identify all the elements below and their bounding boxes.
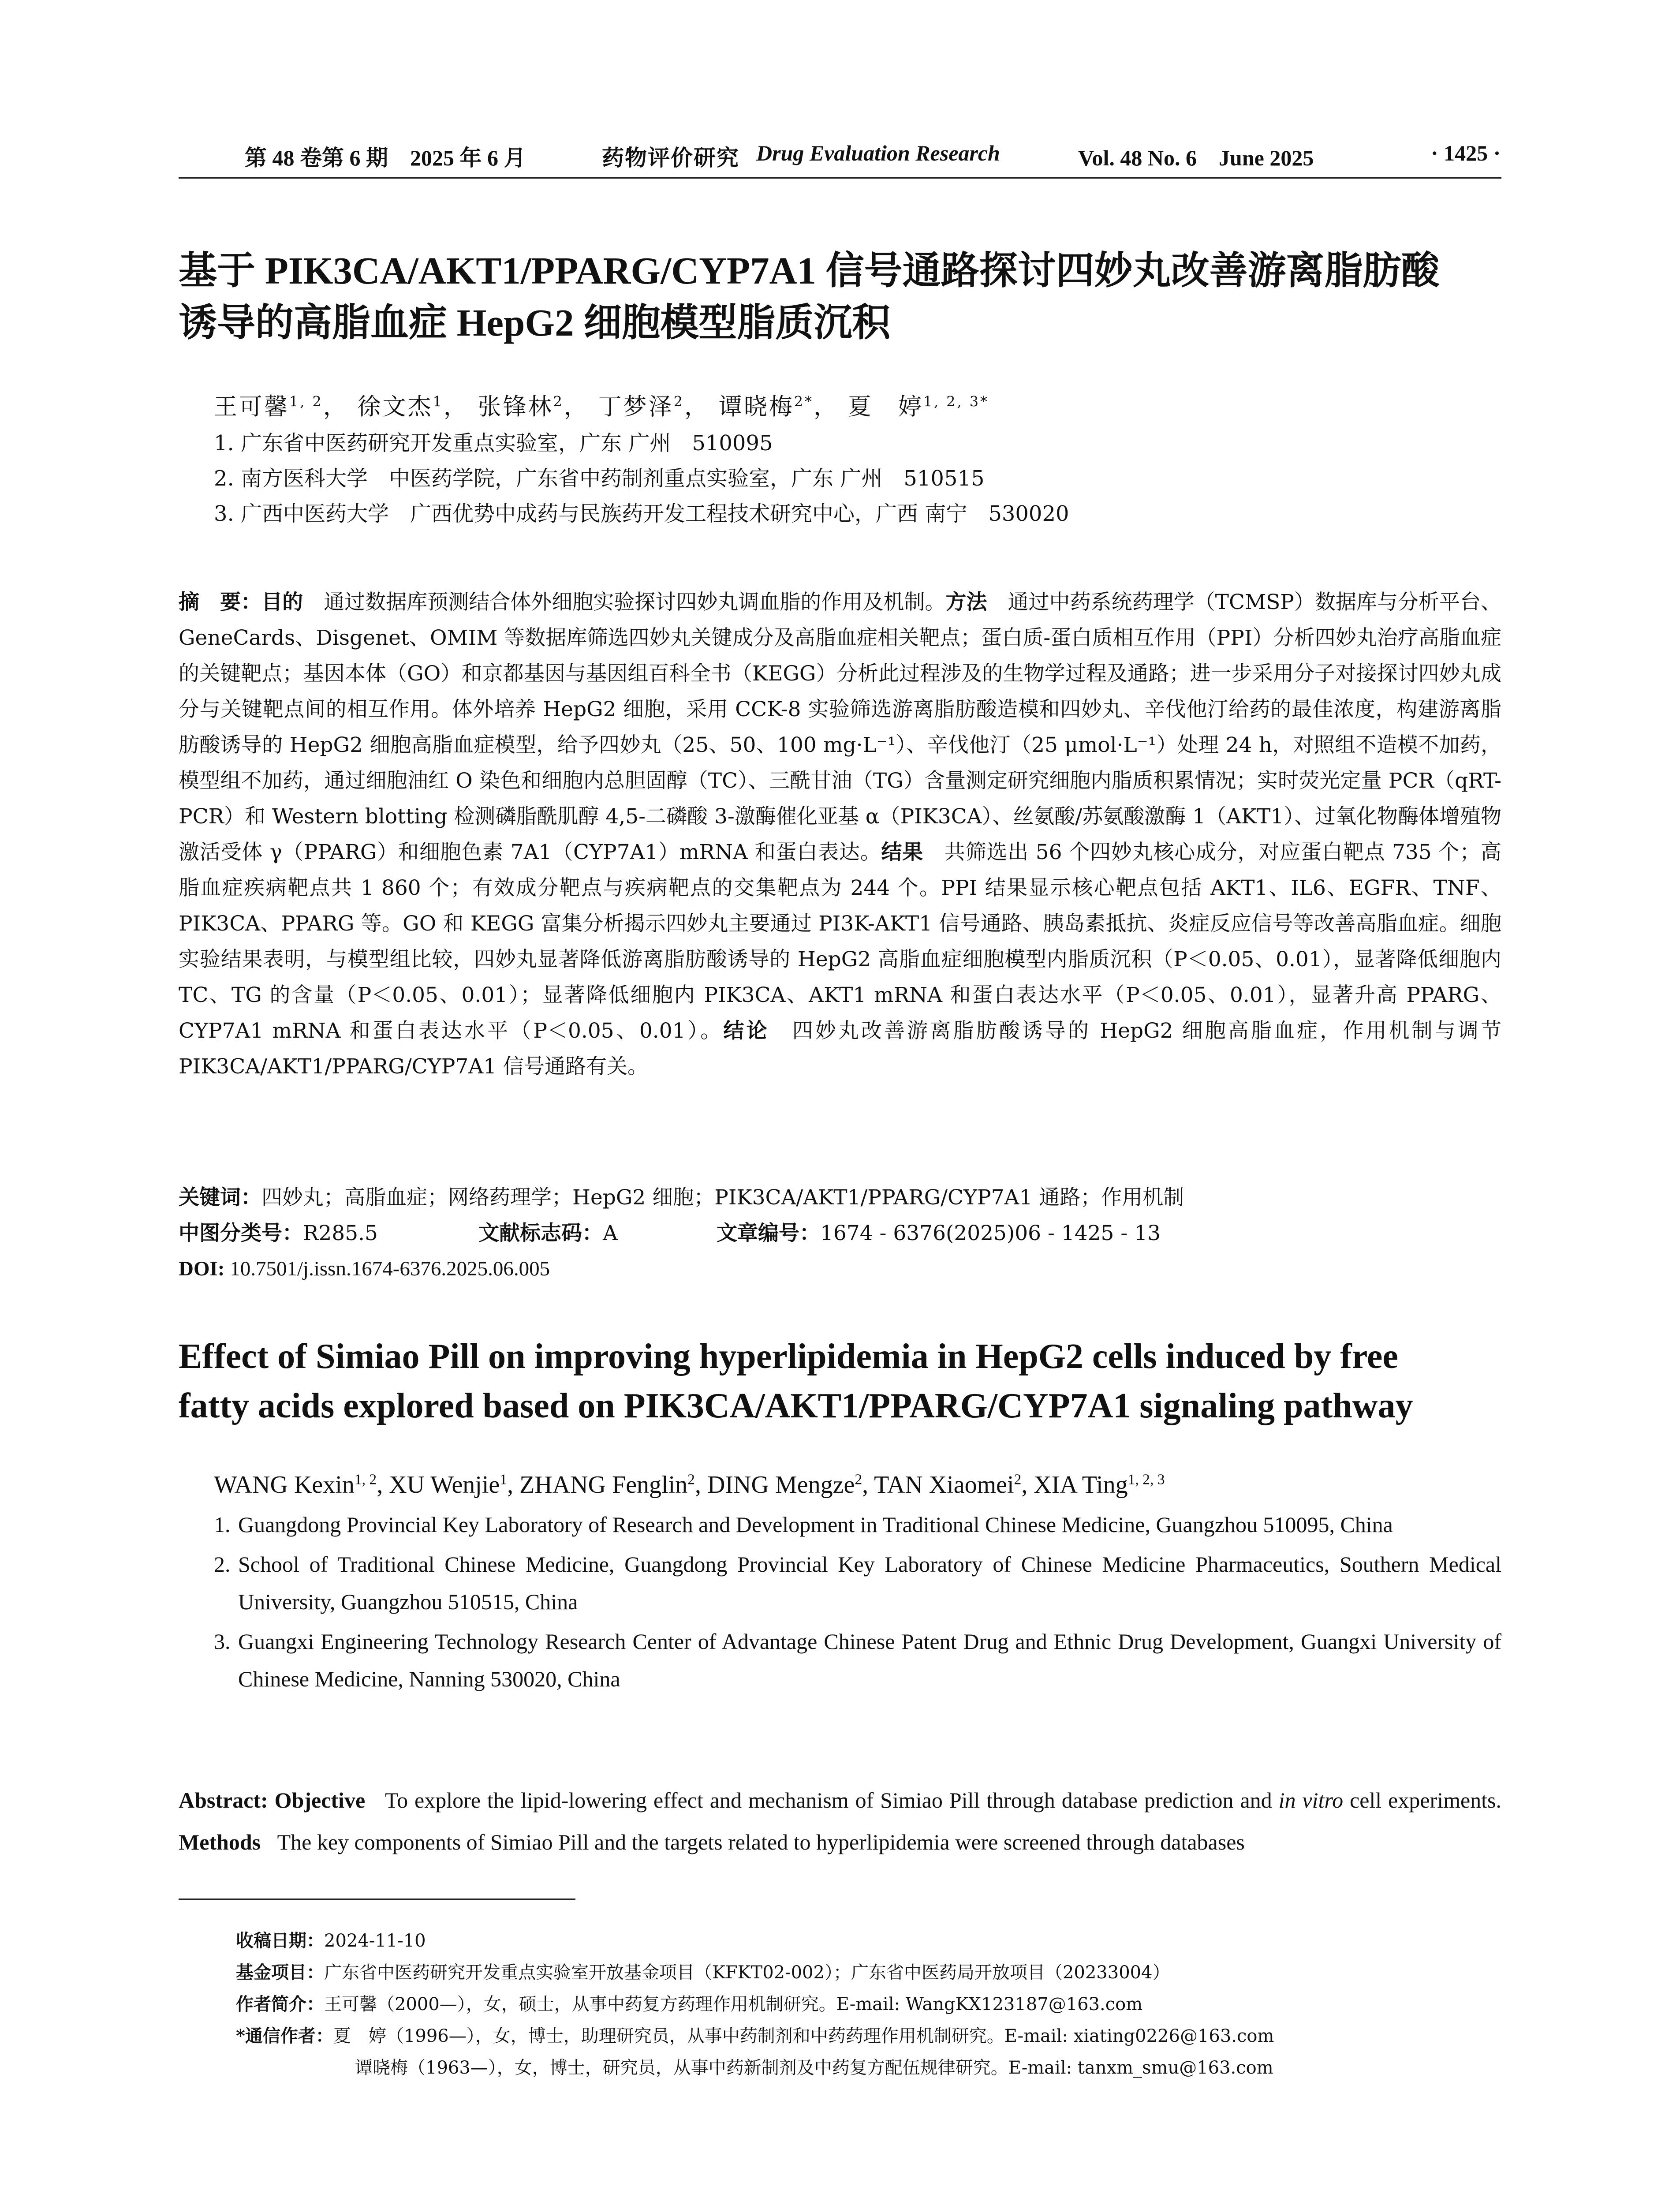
author-en: DING Mengze xyxy=(707,1471,855,1499)
author-zh: 张锋林 xyxy=(478,393,553,420)
doc-code-label: 文献标志码： xyxy=(478,1221,603,1245)
received-label: 收稿日期： xyxy=(236,1930,324,1951)
corresponding-label: *通信作者： xyxy=(236,2026,333,2046)
results-zh: 共筛选出 56 个四妙丸核心成分，对应蛋白靶点 735 个；高脂血症疾病靶点共 1 860 个；有效成分靶点与疾病靶点的交集靶点为 244 个。PPI 结果显示核心靶点包括 AKT1、IL6、EGFR、TNF、PIK3CA、PPARG 等。GO 和 KEGG 富集分析揭示四妙丸主要通过 PI3K-AKT1 信号通路、胰岛素抵抗、炎症反应信号等改善高脂血症。细胞实验结果表明，与模型组比较，四妙丸显著降低游离脂肪酸诱导的 HepG2 高脂血症细胞模型内脂质沉积（P＜0.05、0.01），显著降低细胞内 TC、TG 的含量（P＜0.05、0.01）；显著降低细胞内 PIK3CA、AKT1 mRNA 和蛋白表达水平（P＜0.05、0.01），显著升高 PPARG、CYP7A1 mRNA 和蛋白表达水平（P＜0.05、0.01）。 xyxy=(179,840,1501,1043)
author-zh-affil: 1, 2, 3* xyxy=(923,393,989,410)
title-en-line-1: Effect of Simiao Pill on improving hyperlipidemia in HepG2 cells induced by free xyxy=(179,1337,1398,1376)
author-zh-affil: 2 xyxy=(673,393,684,410)
author-zh-affil: 2* xyxy=(794,393,814,410)
affiliation-en-number: 3. xyxy=(214,1629,231,1654)
corresponding-author-1: 夏 婷（1996—），女，博士，助理研究员，从事中药制剂和中药药理作用机制研究。E-mail: xiating0226@163.com xyxy=(333,2026,1274,2046)
methods-label-en: Methods xyxy=(179,1830,261,1854)
footnote-fund xyxy=(236,1957,1501,1988)
clc-label: 中图分类号： xyxy=(179,1221,303,1245)
affiliation-en xyxy=(214,1546,1501,1621)
keywords-zh xyxy=(179,1180,1501,1215)
footnote-received xyxy=(236,1925,1501,1957)
header-volume-zh: 第 48 卷第 6 期 2025 年 6 月 xyxy=(245,146,526,170)
affiliation-en-text: Guangxi Engineering Technology Research Center of Advantage Chinese Patent Drug and Ethnic Drug Development, Guangxi University of Chinese Medicine, Nanning 530020, China xyxy=(238,1629,1501,1691)
article-number-value: 1674 - 6376(2025)06 - 1425 - 13 xyxy=(820,1221,1161,1245)
footnote-corresponding-2 xyxy=(355,2052,1620,2084)
abstract-zh-label: 摘 要： xyxy=(179,590,262,614)
abstract-zh xyxy=(179,584,1501,1084)
affiliation-zh: 1. 广东省中医药研究开发重点实验室，广东 广州 510095 xyxy=(214,431,773,456)
author-en: TAN Xiaomei xyxy=(874,1471,1014,1499)
author-bio-label: 作者简介： xyxy=(236,1994,324,2014)
objective-zh: 通过数据库预测结合体外细胞实验探讨四妙丸调血脂的作用及机制。 xyxy=(324,590,946,614)
title-en xyxy=(179,1332,1501,1431)
author-zh-affil: 1, 2 xyxy=(289,393,323,410)
methods-label-zh: 方法 xyxy=(945,590,987,614)
conclusion-zh: 四妙丸改善游离脂肪酸诱导的 HepG2 细胞高脂血症，作用机制与调节 PIK3CA/AKT1/PPARG/CYP7A1 信号通路有关。 xyxy=(179,1019,1502,1079)
abstract-en-label: Abstract: Objective xyxy=(179,1788,366,1813)
affiliation-en xyxy=(214,1506,1501,1544)
received-date: 2024-11-10 xyxy=(324,1931,426,1951)
header-page-number: · 1425 · xyxy=(1431,141,1501,165)
author-bio-text: 王可馨（2000—），女，硕士，从事中药复方药理作用机制研究。E-mail: WangKX123187@163.com xyxy=(324,1994,1143,2014)
results-label-zh: 结果 xyxy=(881,840,924,864)
fund-label: 基金项目： xyxy=(236,1962,324,1983)
affiliation-en xyxy=(214,1623,1501,1698)
footnote-rule xyxy=(179,1899,575,1900)
affiliation-en-number: 2. xyxy=(214,1552,231,1577)
footnote-author xyxy=(236,1988,1501,2020)
clc-number xyxy=(179,1215,378,1251)
authors-zh: 王可馨$^{1, 2}$， 徐文杰$^1$， 张锋林$^2$， 丁梦泽$^2$， 谭晓梅$^{2*}$， 夏 婷$^{1, 2, 3*}$ xyxy=(214,393,989,420)
methods-zh: 通过中药系统药理学（TCMSP）数据库与分析平台、GeneCards、Disgenet、OMIM 等数据库筛选四妙丸关键成分及高脂血症相关靶点；蛋白质-蛋白质相互作用（PPI）分析四妙丸治疗高脂血症的关键靶点；基因本体（GO）和京都基因与基因组百科全书（KEGG）分析此过程涉及的生物学过程及通路；进一步采用分子对接探讨四妙丸成分与关键靶点间的相互作用。体外培养 HepG2 细胞，采用 CCK-8 实验筛选游离脂肪酸造模和四妙丸、辛伐他汀给药的最佳浓度，构建游离脂肪酸诱导的 HepG2 细胞高脂血症模型，给予四妙丸（25、50、100 mg·L⁻¹）、辛伐他汀（25 μmol·L⁻¹）处理 24 h，对照组不造模不加药，模型组不加药，通过细胞油红 O 染色和细胞内总胆固醇（TC）、三酰甘油（TG）含量测定研究细胞内脂质积累情况；实时荧光定量 PCR（qRT-PCR）和 Western blotting 检测磷脂酰肌醇 4,5-二磷酸 3-激酶催化亚基 α（PIK3CA）、丝氨酸/苏氨酸激酶 1（AKT1）、过氧化物酶体增殖物激活受体 γ（PPARG）和细胞色素 7A1（CYP7A1）mRNA 和蛋白表达。 xyxy=(179,590,1502,864)
methods-en: The key components of Simiao Pill and the targets related to hyperlipidemia were screened through databases xyxy=(277,1830,1245,1854)
author-zh: 丁梦泽 xyxy=(598,393,674,420)
header-journal-en: Drug Evaluation Research xyxy=(756,141,1000,165)
affiliation-zh: 3. 广西中医药大学 广西优势中成药与民族药开发工程技术研究中心，广西 南宁 530020 xyxy=(214,501,1069,526)
affiliations-en xyxy=(214,1506,1501,1700)
doi xyxy=(179,1251,550,1287)
author-en: XU Wenjie xyxy=(389,1471,500,1499)
corresponding-author-2: 谭晓梅（1963—），女，博士，研究员，从事中药新制剂及中药复方配伍规律研究。E-mail: tanxm_smu@163.com xyxy=(355,2058,1273,2078)
author-zh-affil: 1 xyxy=(433,393,444,410)
header-rule xyxy=(179,177,1501,179)
author-en: ZHANG Fenglin xyxy=(519,1471,688,1499)
doi-label: DOI: xyxy=(179,1257,225,1280)
title-en-line-2: fatty acids explored based on PIK3CA/AKT1/PPARG/CYP7A1 signaling pathway xyxy=(179,1387,1413,1425)
journal-logo: 药物评价研究 xyxy=(602,145,739,171)
affiliation-zh: 2. 南方医科大学 中医药学院，广东省中药制剂重点实验室，广东 广州 510515 xyxy=(214,466,985,491)
affiliations-zh xyxy=(214,426,1493,531)
clc-value: R285.5 xyxy=(303,1221,378,1245)
affiliation-en-text: Guangdong Provincial Key Laboratory of Research and Development in Traditional Chinese Medicine, Guangzhou 510095, China xyxy=(238,1512,1393,1537)
keywords-text: 四妙丸；高脂血症；网络药理学；HepG2 细胞；PIK3CA/AKT1/PPARG/CYP7A1 通路；作用机制 xyxy=(261,1185,1184,1210)
author-zh-affil: 2 xyxy=(553,393,564,410)
running-header xyxy=(179,140,1501,180)
author-en: XIA Ting xyxy=(1034,1471,1128,1499)
author-en-affil: 2 xyxy=(1014,1471,1022,1488)
fund-text: 广东省中医药研究开发重点实验室开放基金项目（KFKT02-002）；广东省中医药局开放项目（20233004） xyxy=(324,1962,1170,1983)
keywords-label: 关键词： xyxy=(179,1185,261,1210)
author-zh: 徐文杰 xyxy=(357,393,433,420)
objective-en-a: To explore the lipid-lowering effect and mechanism of Simiao Pill through database prediction and xyxy=(385,1788,1279,1813)
author-en-affil: 2 xyxy=(855,1471,862,1488)
objective-en-b: cell experiments. xyxy=(1343,1788,1502,1813)
affiliation-en-number: 1. xyxy=(214,1512,231,1537)
title-zh-line-2: 诱导的高脂血症 HepG2 细胞模型脂质沉积 xyxy=(179,301,891,344)
affiliation-en-text: School of Traditional Chinese Medicine, Guangdong Provincial Key Laboratory of Chinese Medicine Pharmaceutics, Southern Medical University, Guangzhou 510515, China xyxy=(238,1552,1501,1614)
author-en-affil: 2 xyxy=(687,1471,695,1488)
author-en-affil: 1 xyxy=(500,1471,508,1488)
doi-value: 10.7501/j.issn.1674-6376.2025.06.005 xyxy=(230,1257,550,1280)
article-number xyxy=(717,1215,1161,1251)
header-volume-en: Vol. 48 No. 6 June 2025 xyxy=(1078,146,1314,170)
doc-code-value: A xyxy=(603,1221,618,1245)
author-zh: 谭晓梅 xyxy=(718,393,794,420)
title-zh xyxy=(179,245,1501,349)
article-number-label: 文章编号： xyxy=(717,1221,820,1245)
author-en-affil: 1, 2 xyxy=(354,1471,377,1488)
title-zh-line-1: 基于 PIK3CA/AKT1/PPARG/CYP7A1 信号通路探讨四妙丸改善游离脂肪酸 xyxy=(179,249,1440,292)
author-en: WANG Kexin xyxy=(214,1471,355,1499)
conclusion-label-zh: 结论 xyxy=(723,1019,769,1043)
author-zh: 王可馨 xyxy=(214,393,289,420)
authors-en: WANG Kexin$^{1, 2}$, XU Wenjie$^1$, ZHANG Fenglin$^2$, DING Mengze$^2$, TAN Xiaomei$^2$, XIA Ting$^{1, 2, 3}$ xyxy=(214,1471,1165,1499)
abstract-en xyxy=(179,1779,1501,1863)
doc-code xyxy=(478,1215,618,1251)
objective-label-zh: 目的 xyxy=(261,590,303,614)
footnote-corresponding xyxy=(236,2020,1501,2052)
objective-en-italic: in vitro xyxy=(1278,1788,1344,1813)
author-en-affil: 1, 2, 3 xyxy=(1127,1471,1165,1488)
author-zh: 夏 婷 xyxy=(847,393,923,420)
